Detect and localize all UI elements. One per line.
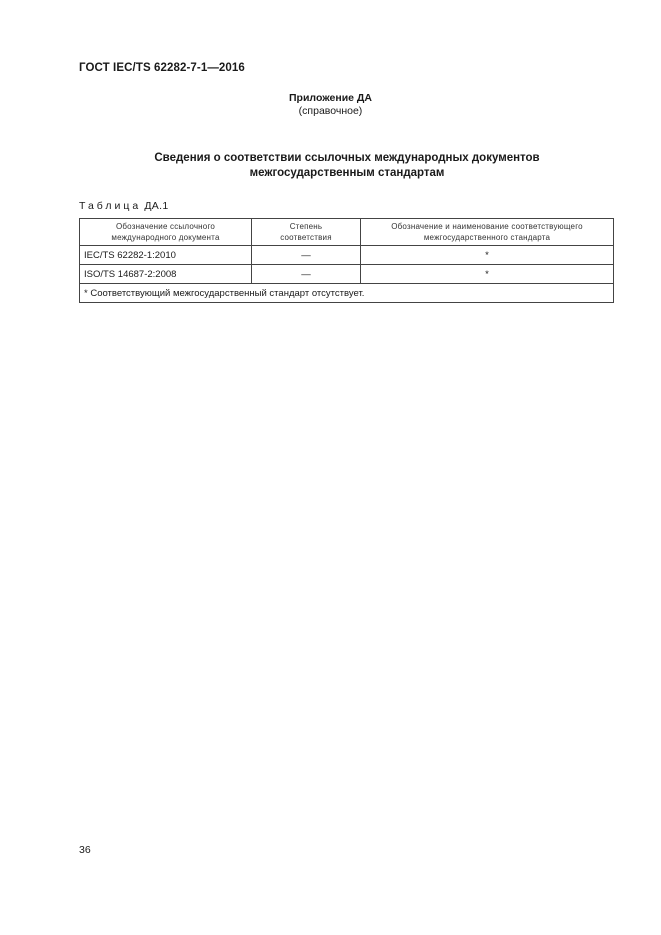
cell-interstate-standard: *: [361, 265, 614, 284]
cell-interstate-standard: *: [361, 246, 614, 265]
section-title: [80, 151, 614, 181]
column-header-line: Степень: [289, 222, 323, 231]
cell-reference-document: IEC/TS 62282-1:2010: [80, 246, 252, 265]
table-row: [80, 246, 614, 265]
section-title-line-1: Сведения о соответствии ссылочных международных документов: [154, 152, 540, 164]
table-label-number: ДА.1: [144, 200, 169, 212]
cell-degree: —: [252, 246, 361, 265]
column-header-reference-document: [80, 219, 252, 246]
table-label-prefix: Таблица: [79, 200, 142, 212]
table-label: [79, 200, 168, 212]
cell-reference-document: ISO/TS 14687-2:2008: [80, 265, 252, 284]
table-footnote: * Соответствующий межгосударственный стандарт отсутствует.: [80, 284, 614, 303]
table-row: [80, 265, 614, 284]
document-header-standard-id: ГОСТ IEC/TS 62282-7-1—2016: [79, 62, 245, 74]
column-header-interstate-standard: [361, 219, 614, 246]
cell-degree: —: [252, 265, 361, 284]
column-header-line: Обозначение ссылочного: [115, 222, 216, 231]
column-header-line: соответствия: [280, 233, 332, 242]
column-header-line: международного документа: [111, 233, 220, 242]
appendix-heading: [0, 92, 661, 118]
table-header-row: [80, 219, 614, 246]
column-header-line: Обозначение и наименование соответствующего: [391, 222, 583, 231]
page-number: 36: [79, 844, 91, 856]
appendix-title: Приложение ДА: [289, 92, 372, 104]
table-footnote-row: [80, 284, 614, 303]
column-header-degree: [252, 219, 361, 246]
appendix-subtitle: (справочное): [298, 105, 363, 117]
column-header-line: межгосударственного стандарта: [423, 233, 551, 242]
reference-documents-table: [79, 218, 614, 303]
section-title-line-2: межгосударственным стандартам: [249, 167, 445, 179]
